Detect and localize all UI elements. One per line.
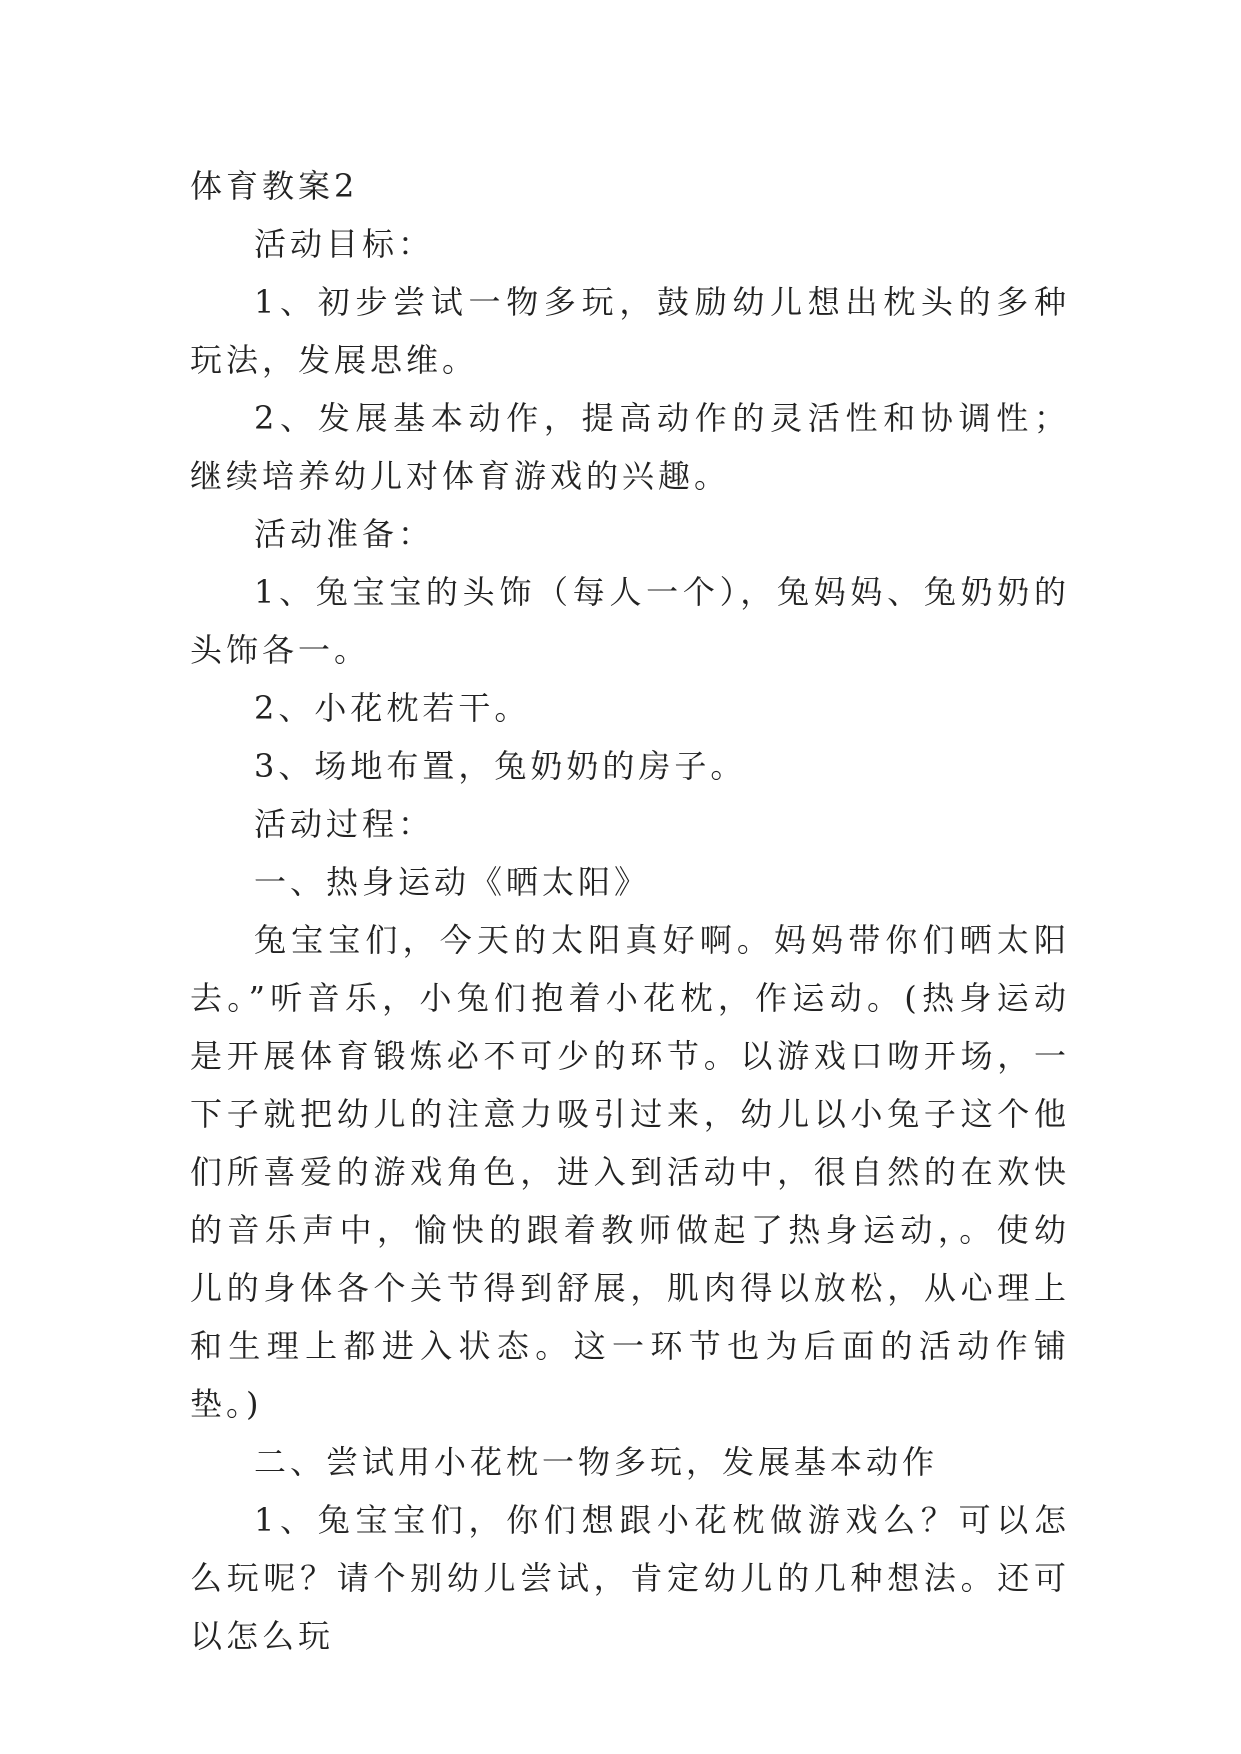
subsection-heading: 一、热身运动《晒太阳》 bbox=[254, 863, 651, 901]
paragraph: 3、场地布置，兔奶奶的房子。 bbox=[254, 747, 747, 785]
paragraph: 兔宝宝们，今天的太阳真好啊。妈妈带你们晒太阳去。”听音乐，小兔们抱着小花枕，作运动。(热身运动是开展体育锻炼必不可少的环节。以游戏口吻开场，一下子就把幼儿的注意力吸引过来，幼儿以小兔子这个他们所喜爱的游戏角色，进入到活动中，很自然的在欢快的音乐声中，愉快的跟着教师做起了热身运动，。使幼儿的身体各个关节得到舒展，肌肉得以放松，从心理上和生理上都进入状态。这一环节也为后面的活动作铺垫。) bbox=[190, 921, 1070, 1423]
paragraph: 2、发展基本动作，提高动作的灵活性和协调性；继续培养幼儿对体育游戏的兴趣。 bbox=[190, 399, 1070, 495]
document-body bbox=[190, 157, 1070, 1665]
document-title: 体育教案2 bbox=[190, 167, 359, 205]
paragraph: 1、初步尝试一物多玩，鼓励幼儿想出枕头的多种玩法，发展思维。 bbox=[190, 283, 1070, 379]
section-heading-preparation: 活动准备： bbox=[254, 515, 435, 553]
paragraph: 1、兔宝宝们，你们想跟小花枕做游戏么？可以怎么玩呢？请个别幼儿尝试，肯定幼儿的几种想法。还可以怎么玩 bbox=[190, 1501, 1070, 1655]
subsection-heading: 二、尝试用小花枕一物多玩，发展基本动作 bbox=[254, 1443, 939, 1481]
paragraph: 1、兔宝宝的头饰（每人一个），兔妈妈、兔奶奶的头饰各一。 bbox=[190, 573, 1070, 669]
section-heading-process: 活动过程： bbox=[254, 805, 435, 843]
section-heading-goals: 活动目标： bbox=[254, 225, 435, 263]
paragraph: 2、小花枕若干。 bbox=[254, 689, 531, 727]
